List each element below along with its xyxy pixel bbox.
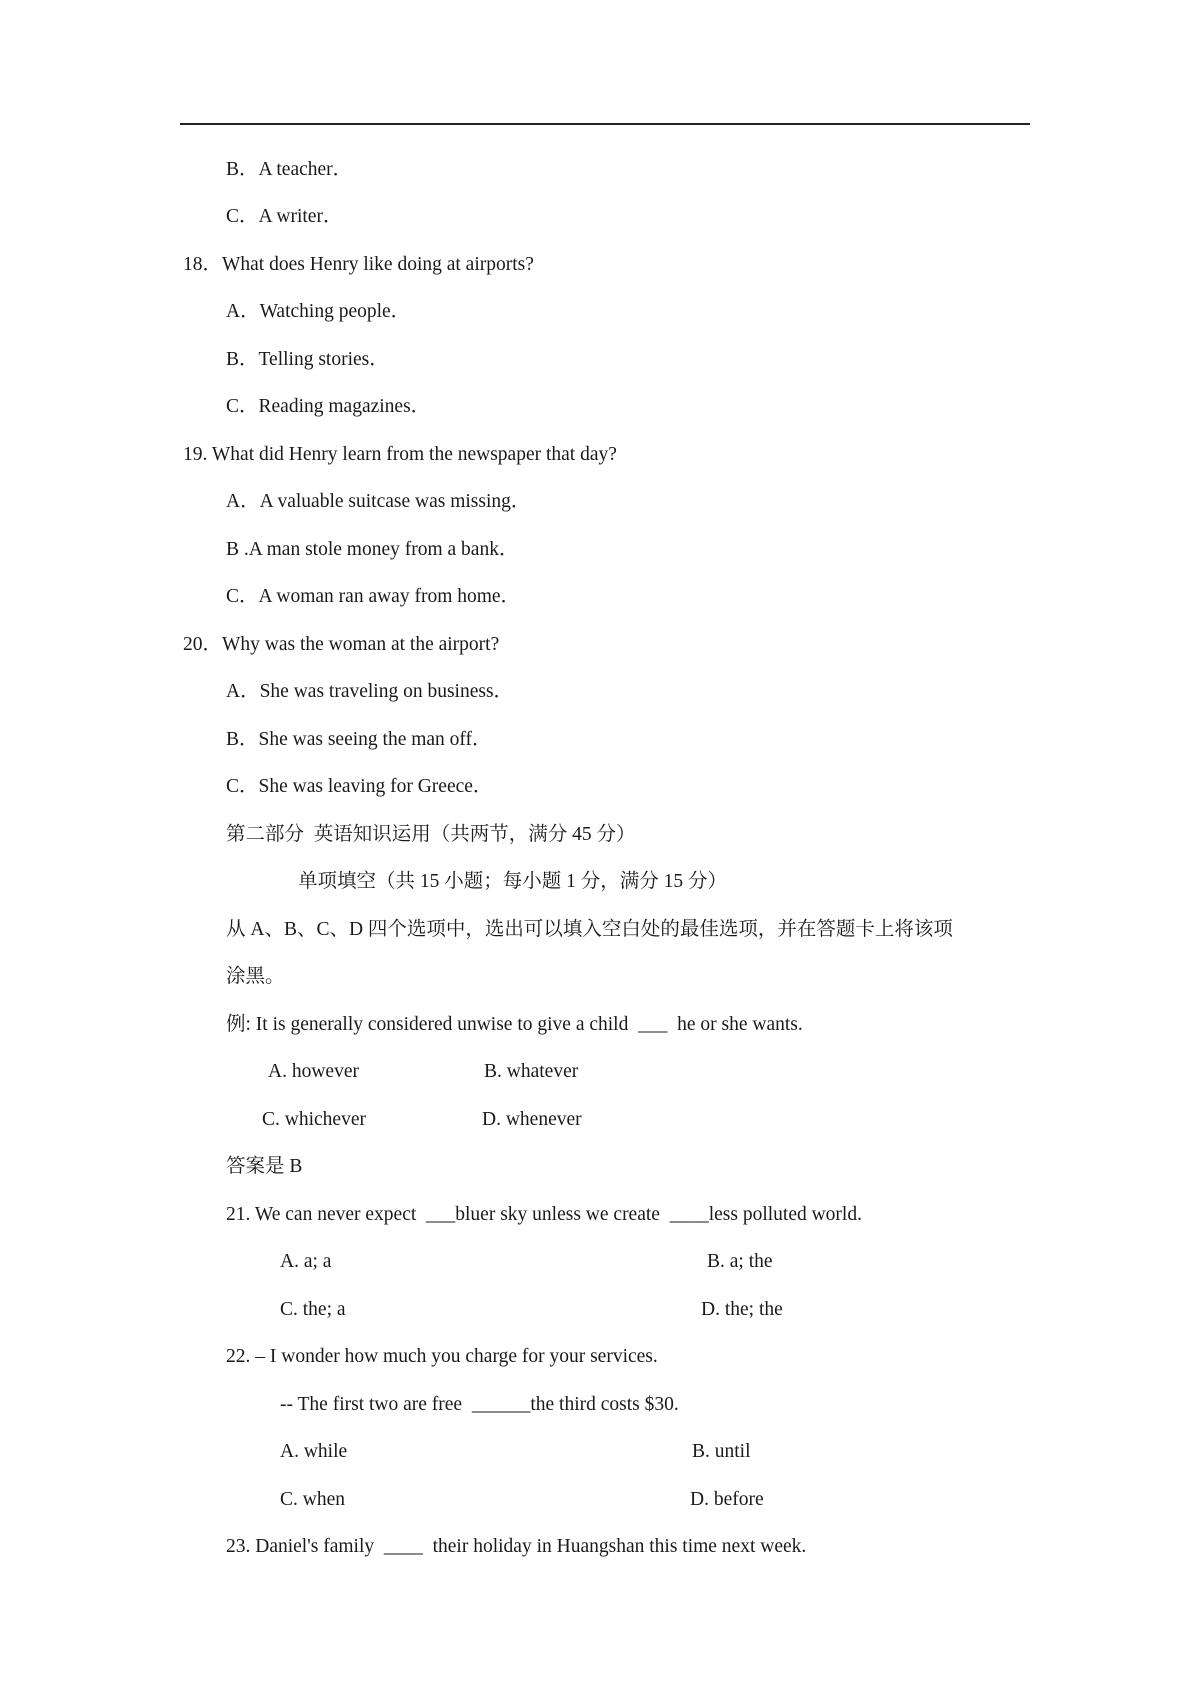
q22-option-c: C. when <box>280 1489 345 1510</box>
q21-stem: 21. We can never expect ___bluer sky unless we create ____less polluted world. <box>226 1204 862 1225</box>
q19-option-c: C．A woman ran away from home． <box>226 586 521 607</box>
instruction-line-2: 涂黑。 <box>226 966 285 987</box>
example-option-c: C. whichever <box>262 1109 366 1130</box>
example-option-d: D. whenever <box>482 1109 582 1130</box>
q22-option-a: A. while <box>280 1441 348 1462</box>
header-rule <box>180 123 1030 125</box>
q18-option-a: A．Watching people． <box>226 301 411 322</box>
q19-option-b: B .A man stole money from a bank． <box>226 539 519 560</box>
q21-option-b: B. a; the <box>707 1251 773 1272</box>
q21-option-a: A. a; a <box>280 1251 332 1272</box>
q22-option-b: B. until <box>692 1441 751 1462</box>
q17-option-c: C．A writer． <box>226 206 343 227</box>
q18-stem: 18．What does Henry like doing at airports? <box>183 254 534 275</box>
part2-heading: 第二部分 英语知识运用（共两节，满分 45 分） <box>226 824 636 845</box>
q20-option-c: C．She was leaving for Greece． <box>226 776 493 797</box>
q17-option-b: B．A teacher． <box>226 159 353 180</box>
example-option-a: A. however <box>268 1061 359 1082</box>
q19-option-a: A．A valuable suitcase was missing． <box>226 491 531 512</box>
q18-option-b: B．Telling stories． <box>226 349 389 370</box>
q20-option-a: A．She was traveling on business． <box>226 681 514 702</box>
example-option-b: B. whatever <box>484 1061 579 1082</box>
instruction-line-1: 从 A、B、C、D 四个选项中，选出可以填入空白处的最佳选项，并在答题卡上将该项 <box>226 919 953 940</box>
q21-option-c: C. the; a <box>280 1299 346 1320</box>
q21-option-d: D. the; the <box>701 1299 783 1320</box>
q19-stem: 19. What did Henry learn from the newspaper that day? <box>183 444 617 465</box>
section-heading: 单项填空（共 15 小题；每小题 1 分，满分 15 分） <box>298 871 728 892</box>
q20-stem: 20．Why was the woman at the airport? <box>183 634 500 655</box>
q22-reply: -- The first two are free ______the third costs $30. <box>280 1394 679 1415</box>
q20-option-b: B．She was seeing the man off． <box>226 729 492 750</box>
example-stem: 例: It is generally considered unwise to give a child ___ he or she wants. <box>226 1014 803 1035</box>
example-answer: 答案是 B <box>226 1156 303 1177</box>
q18-option-c: C．Reading magazines． <box>226 396 431 417</box>
q23-stem: 23. Daniel's family ____ their holiday in Huangshan this time next week. <box>226 1536 807 1557</box>
q22-option-d: D. before <box>690 1489 764 1510</box>
q22-stem: 22. – I wonder how much you charge for your services. <box>226 1346 658 1367</box>
